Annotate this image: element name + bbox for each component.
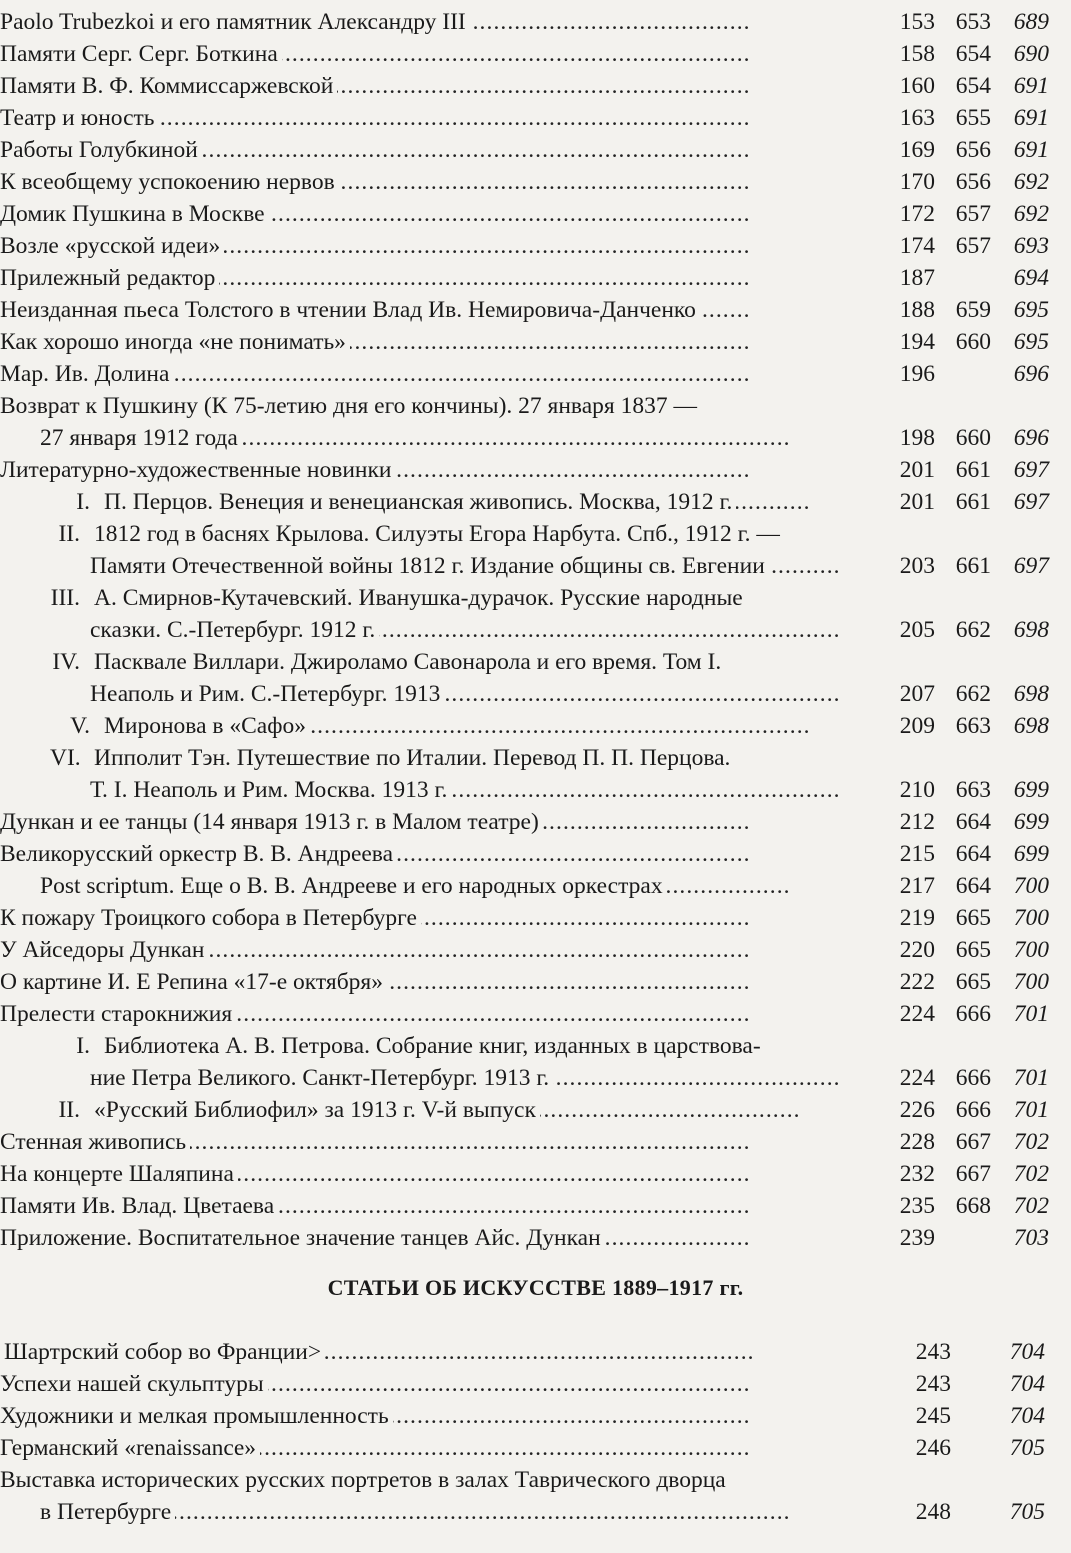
page-number-p1: 163 [899, 105, 935, 131]
page-number-p2: 666 [955, 1097, 991, 1123]
toc-entry [0, 1030, 1071, 1062]
page-number-p2: 654 [955, 73, 991, 99]
entry-title [0, 358, 871, 390]
page-number-p1: 203 [899, 553, 935, 579]
entry-title-text: в Петербурге [40, 1499, 172, 1525]
entry-number: I. [76, 489, 90, 515]
entry-title [0, 70, 871, 102]
toc-entry [0, 614, 1071, 646]
entry-title [90, 614, 871, 646]
toc-entry [0, 774, 1071, 806]
entry-title-text: П. Перцов. Венеция и венецианская живопись. Москва, 1912 г. [104, 489, 733, 515]
entry-title [50, 646, 871, 678]
page-number-p2: 248 [915, 1499, 951, 1525]
page-number-p1: 188 [899, 297, 935, 323]
page-number-p3: 697 [1013, 489, 1049, 515]
page-number-p1: 201 [899, 489, 935, 515]
page-number-p3: 703 [1013, 1225, 1049, 1251]
entry-title [0, 1222, 871, 1254]
entry-title-text: Памяти Ив. Влад. Цветаева [0, 1193, 275, 1219]
page-number-p2: 245 [915, 1403, 951, 1429]
entry-title [0, 198, 871, 230]
page-number-p3: 698 [1013, 681, 1049, 707]
page-number-p3: 700 [1013, 873, 1049, 899]
entry-title [50, 582, 871, 614]
entry-number: III. [50, 585, 80, 611]
entry-title-text: Прелести старокнижия [0, 1001, 233, 1027]
toc-entry [0, 198, 1071, 230]
section-heading: СТАТЬИ ОБ ИСКУССТВЕ 1889–1917 гг. [327, 1275, 744, 1300]
page-number-p2: 663 [955, 713, 991, 739]
entry-title-text: Неаполь и Рим. С.-Петербург. 1913 [90, 681, 441, 707]
page-number-p1: 160 [899, 73, 935, 99]
page-number-p3: 704 [1009, 1339, 1045, 1365]
entry-title [40, 422, 871, 454]
entry-title-text: 27 января 1912 года [40, 425, 238, 451]
entry-title [0, 998, 871, 1030]
entry-title-text: сказки. С.-Петербург. 1912 г. [90, 617, 376, 643]
page-number-p3: 701 [1013, 1065, 1049, 1091]
entry-title-text: Театр и юность [0, 105, 155, 131]
page-number-p3: 692 [1013, 169, 1049, 195]
page-number-p3: 702 [1013, 1193, 1049, 1219]
entry-title-text: Библиотека А. В. Петрова. Собрание книг, изданных в царствова- [104, 1033, 761, 1059]
entry-title-text: Paolo Trubezkoi и его памятник Александру III [0, 9, 466, 35]
page-number-p3: 691 [1013, 137, 1049, 163]
entry-title-text: Германский «renaissance» [0, 1435, 257, 1461]
entry-title-text: Возврат к Пушкину (К 75-летию дня его кончины). 27 января 1837 — [0, 393, 697, 419]
page-number-p2: 660 [955, 329, 991, 355]
toc-list [0, 6, 1071, 1254]
entry-title [40, 1496, 881, 1528]
page-number-p3: 699 [1013, 841, 1049, 867]
page-number-p3: 698 [1013, 713, 1049, 739]
page-number-p2: 668 [955, 1193, 991, 1219]
page-number-p2: 664 [955, 809, 991, 835]
entry-title-text: Шартрский собор во Франции> [4, 1339, 322, 1365]
entry-title-text: Выставка исторических русских портретов в залах Таврического дворца [0, 1467, 726, 1493]
page-number-p2: 660 [955, 425, 991, 451]
page-number-p3: 689 [1013, 9, 1049, 35]
entry-title-text: Возле «русской идеи» [0, 233, 221, 259]
entry-title-text: Стенная живопись [0, 1129, 187, 1155]
toc-entry [0, 38, 1071, 70]
toc-entry [0, 1464, 1071, 1496]
entry-title [50, 742, 871, 774]
page-number-p2: 665 [955, 969, 991, 995]
entry-title-text: ние Петра Великого. Санкт-Петербург. 1913 г. [90, 1065, 550, 1091]
toc-entry [0, 1400, 1071, 1432]
page-number-p3: 691 [1013, 73, 1049, 99]
toc-entry [0, 358, 1071, 390]
page-number-p2: 665 [955, 905, 991, 931]
entry-title [0, 1190, 871, 1222]
toc-entry [0, 582, 1071, 614]
page-number-p1: 210 [899, 777, 935, 803]
entry-title [0, 134, 871, 166]
toc-entry [0, 1368, 1071, 1400]
entry-title-text: Ипполит Тэн. Путешествие по Италии. Перевод П. П. Перцова. [94, 745, 731, 771]
toc-entry [0, 998, 1071, 1030]
page-number-p2: 662 [955, 681, 991, 707]
page-number-p3: 704 [1009, 1371, 1045, 1397]
page-number-p2: 246 [915, 1435, 951, 1461]
page-number-p3: 694 [1013, 265, 1049, 291]
toc-list-section2 [0, 1336, 1071, 1528]
entry-title-text: Памяти Отечественной войны 1812 г. Издание общины св. Евгении [90, 553, 765, 579]
page-number-p3: 692 [1013, 201, 1049, 227]
toc-entry [0, 518, 1071, 550]
page-number-p3: 690 [1013, 41, 1049, 67]
page-number-p1: 153 [899, 9, 935, 35]
toc-entry [0, 1062, 1071, 1094]
entry-number: V. [70, 713, 90, 739]
toc-entry [0, 230, 1071, 262]
toc-entry [0, 1094, 1071, 1126]
entry-title [60, 486, 871, 518]
entry-title-text: Пасквале Виллари. Джироламо Савонарола и его время. Том I. [94, 649, 722, 675]
entry-title-text: Памяти В. Ф. Коммиссаржевской [0, 73, 334, 99]
toc-entry [0, 1158, 1071, 1190]
toc-entry [0, 294, 1071, 326]
page-number-p2: 657 [955, 233, 991, 259]
page-number-p2: 663 [955, 777, 991, 803]
page-number-p3: 702 [1013, 1161, 1049, 1187]
toc-entry [0, 6, 1071, 38]
entry-title-text: Мар. Ив. Долина [0, 361, 170, 387]
page-number-p3: 695 [1013, 329, 1049, 355]
toc-entry [0, 1126, 1071, 1158]
page-number-p1: 187 [899, 265, 935, 291]
entry-title [0, 454, 871, 486]
page-number-p3: 700 [1013, 905, 1049, 931]
page-number-p2: 662 [955, 617, 991, 643]
toc-entry [0, 166, 1071, 198]
page-number-p1: 239 [899, 1225, 935, 1251]
entry-title-text: На концерте Шаляпина [0, 1161, 234, 1187]
entry-title-text: Неизданная пьеса Толстого в чтении Влад Ив. Немировича-Данченко [0, 297, 696, 323]
page-number-p2: 667 [955, 1161, 991, 1187]
entry-title [0, 38, 871, 70]
page-number-p1: 198 [899, 425, 935, 451]
page-number-p2: 656 [955, 169, 991, 195]
page-number-p3: 695 [1013, 297, 1049, 323]
toc-entry [0, 390, 1071, 422]
entry-title [0, 934, 871, 966]
toc-entry [0, 1432, 1071, 1464]
entry-number: I. [76, 1033, 90, 1059]
page-number-p1: 220 [899, 937, 935, 963]
entry-title-text: О картине И. Е Репина «17-е октября» [0, 969, 383, 995]
page-number-p1: 172 [899, 201, 935, 227]
page-number-p2: 664 [955, 841, 991, 867]
page-number-p3: 700 [1013, 937, 1049, 963]
entry-title [50, 1094, 871, 1126]
page-number-p2: 666 [955, 1065, 991, 1091]
page-number-p2: 243 [915, 1339, 951, 1365]
toc-entry [0, 966, 1071, 998]
page-number-p1: 158 [899, 41, 935, 67]
entry-title [0, 1464, 881, 1496]
page-number-p3: 696 [1013, 361, 1049, 387]
toc-entry [0, 422, 1071, 454]
entry-title [0, 1432, 881, 1464]
page-number-p2: 659 [955, 297, 991, 323]
toc-entry [0, 1496, 1071, 1528]
entry-title [90, 550, 871, 582]
entry-title [90, 774, 871, 806]
page-number-p1: 201 [899, 457, 935, 483]
page-number-p1: 228 [899, 1129, 935, 1155]
entry-title [0, 1158, 871, 1190]
entry-title-text: Как хорошо иногда «не понимать» [0, 329, 346, 355]
toc-entry [0, 1190, 1071, 1222]
page-number-p1: 215 [899, 841, 935, 867]
entry-title [40, 870, 871, 902]
page-number-p1: 217 [899, 873, 935, 899]
toc-entry [0, 838, 1071, 870]
page-number-p1: 170 [899, 169, 935, 195]
entry-title-text: Художники и мелкая промышленность [0, 1403, 389, 1429]
page-number-p3: 705 [1009, 1435, 1045, 1461]
toc-entry [0, 646, 1071, 678]
page-number-p3: 704 [1009, 1403, 1045, 1429]
entry-title-text: К пожару Троицкого собора в Петербурге [0, 905, 417, 931]
entry-title-text: Приложение. Воспитательное значение танцев Айс. Дункан [0, 1225, 601, 1251]
entry-title [0, 262, 871, 294]
entry-title [4, 1336, 881, 1368]
toc-entry [0, 710, 1071, 742]
page-number-p2: 655 [955, 105, 991, 131]
toc-entry [0, 262, 1071, 294]
page-number-p2: 665 [955, 937, 991, 963]
toc-entry [0, 1222, 1071, 1254]
toc-entry [0, 934, 1071, 966]
entry-title-text: Миронова в «Сафо» [104, 713, 306, 739]
page-number-p2: 654 [955, 41, 991, 67]
page-number-p3: 699 [1013, 809, 1049, 835]
entry-title [0, 6, 871, 38]
toc-entry [0, 70, 1071, 102]
page-number-p1: 224 [899, 1001, 935, 1027]
entry-title [50, 518, 871, 550]
entry-title [0, 902, 871, 934]
page-number-p2: 664 [955, 873, 991, 899]
entry-title-text: Великорусский оркестр В. В. Андреева [0, 841, 394, 867]
page-number-p2: 661 [955, 553, 991, 579]
page-number-p3: 700 [1013, 969, 1049, 995]
entry-title [0, 838, 871, 870]
entry-number: VI. [50, 745, 81, 771]
toc-entry [0, 678, 1071, 710]
entry-title [60, 710, 871, 742]
page-number-p3: 693 [1013, 233, 1049, 259]
entry-title [90, 678, 871, 710]
entry-title-text: Т. I. Неаполь и Рим. Москва. 1913 г. [90, 777, 448, 803]
entry-number: IV. [52, 649, 80, 675]
page-number-p3: 699 [1013, 777, 1049, 803]
page-number-p1: 205 [899, 617, 935, 643]
entry-title-text: Дункан и ее танцы (14 января 1913 г. в Малом театре) [0, 809, 539, 835]
page-number-p1: 232 [899, 1161, 935, 1187]
page-number-p2: 667 [955, 1129, 991, 1155]
entry-title [0, 806, 871, 838]
page-number-p1: 209 [899, 713, 935, 739]
entry-title [0, 102, 871, 134]
toc-entry [0, 806, 1071, 838]
page-number-p1: 194 [899, 329, 935, 355]
entry-title [0, 966, 871, 998]
page-number-p1: 196 [899, 361, 935, 387]
entry-title [0, 1368, 881, 1400]
page-number-p3: 702 [1013, 1129, 1049, 1155]
entry-title-text: У Айседоры Дункан [0, 937, 205, 963]
toc-entry [0, 550, 1071, 582]
entry-title-text: Домик Пушкина в Москве [0, 201, 265, 227]
page-number-p2: 656 [955, 137, 991, 163]
page-number-p3: 701 [1013, 1001, 1049, 1027]
page-number-p1: 207 [899, 681, 935, 707]
entry-title [0, 1126, 871, 1158]
page-number-p1: 235 [899, 1193, 935, 1219]
toc-entry [0, 1336, 1071, 1368]
page-number-p3: 691 [1013, 105, 1049, 131]
entry-title [90, 1062, 871, 1094]
page-number-p1: 169 [899, 137, 935, 163]
page-number-p1: 212 [899, 809, 935, 835]
entry-title [0, 166, 871, 198]
page-number-p3: 696 [1013, 425, 1049, 451]
entry-title-text: Работы Голубкиной [0, 137, 198, 163]
page-number-p2: 661 [955, 457, 991, 483]
entry-title-text: «Русский Библиофил» за 1913 г. V-й выпуск [94, 1097, 536, 1123]
entry-number: II. [58, 521, 80, 547]
page-number-p2: 243 [915, 1371, 951, 1397]
toc-entry [0, 102, 1071, 134]
page-number-p2: 657 [955, 201, 991, 227]
entry-title-text: Литературно-художественные новинки [0, 457, 392, 483]
entry-number: II. [58, 1097, 80, 1123]
entry-title [0, 326, 871, 358]
toc-entry [0, 134, 1071, 166]
toc-entry [0, 902, 1071, 934]
entry-title [0, 294, 871, 326]
entry-title-text: Успехи нашей скульптуры [0, 1371, 264, 1397]
page-number-p2: 661 [955, 489, 991, 515]
entry-title-text: Памяти Серг. Серг. Боткина [0, 41, 278, 67]
entry-title-text: Post scriptum. Еще о В. В. Андрееве и его народных оркестрах [40, 873, 663, 899]
page-number-p2: 653 [955, 9, 991, 35]
toc-entry [0, 742, 1071, 774]
entry-title-text: К всеобщему успокоению нервов [0, 169, 335, 195]
page-number-p2: 666 [955, 1001, 991, 1027]
entry-title [0, 390, 871, 422]
entry-title-text: Прилежный редактор [0, 265, 216, 291]
page-number-p3: 701 [1013, 1097, 1049, 1123]
page-number-p1: 224 [899, 1065, 935, 1091]
toc-entry [0, 486, 1071, 518]
page-number-p1: 226 [899, 1097, 935, 1123]
page-number-p1: 222 [899, 969, 935, 995]
entry-title [0, 1400, 881, 1432]
page-number-p1: 219 [899, 905, 935, 931]
toc-entry [0, 454, 1071, 486]
entry-title [0, 230, 871, 262]
page-number-p3: 697 [1013, 553, 1049, 579]
toc-entry [0, 870, 1071, 902]
entry-title-text: А. Смирнов-Кутачевский. Иванушка-дурачок. Русские народные [94, 585, 743, 611]
page-number-p3: 698 [1013, 617, 1049, 643]
page-number-p3: 705 [1009, 1499, 1045, 1525]
entry-title [60, 1030, 871, 1062]
entry-title-text: 1812 год в баснях Крылова. Силуэты Егора Нарбута. Спб., 1912 г. — [94, 521, 780, 547]
page-number-p3: 697 [1013, 457, 1049, 483]
page-number-p1: 174 [899, 233, 935, 259]
toc-entry [0, 326, 1071, 358]
